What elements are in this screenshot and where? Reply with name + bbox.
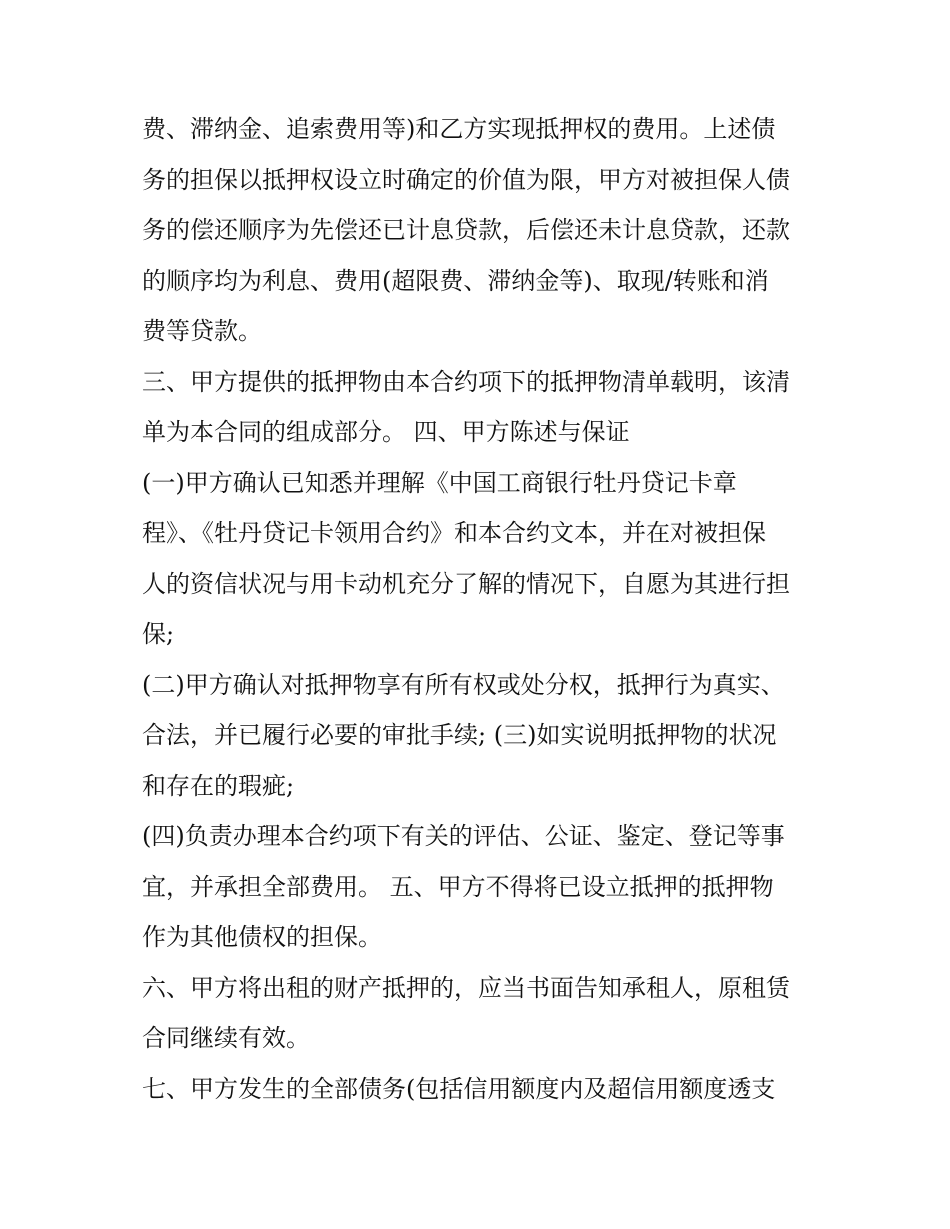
text-line: 费等贷款。 <box>142 317 262 345</box>
text-line: 的顺序均为利息、费用(超限费、滞纳金等)、取现/转账和消 <box>142 266 769 295</box>
text-line: 人的资信状况与用卡动机充分了解的情况下，自愿为其进行担 <box>142 569 790 598</box>
text-line: 务的担保以抵押权设立时确定的价值为限，甲方对被担保人债 <box>142 165 790 194</box>
text-line: 保; <box>142 620 175 648</box>
document-body <box>142 104 822 1114</box>
text-line: (四)负责办理本合约项下有关的评估、公证、鉴定、登记等事 <box>142 822 785 850</box>
text-line: 务的偿还顺序为先偿还已计息贷款，后偿还未计息贷款，还款 <box>142 216 790 244</box>
text-line: 宜，并承担全部费用。 五、甲方不得将已设立抵押的抵押物 <box>142 872 774 901</box>
text-line: 费、滞纳金、追索费用等)和乙方实现抵押权的费用。上述债 <box>142 115 776 143</box>
text-line: 七、甲方发生的全部债务(包括信用额度内及超信用额度透支 <box>142 1074 776 1103</box>
text-line: 三、甲方提供的抵押物由本合约项下的抵押物清单载明，该清 <box>142 367 790 396</box>
text-line: 合法，并已履行必要的审批手续; (三)如实说明抵押物的状况 <box>142 721 777 749</box>
text-line: 单为本合同的组成部分。 四、甲方陈述与保证 <box>142 418 630 446</box>
text-line: 作为其他债权的担保。 <box>142 923 382 951</box>
text-line: (一)甲方确认已知悉并理解《中国工商银行牡丹贷记卡章 <box>142 468 737 497</box>
text-line: (二)甲方确认对抵押物享有所有权或处分权，抵押行为真实、 <box>142 670 785 699</box>
text-line: 和存在的瑕疵; <box>142 771 295 800</box>
text-line: 程》、《牡丹贷记卡领用合约》和本合约文本，并在对被担保 <box>142 519 766 547</box>
text-line: 合同继续有效。 <box>142 1024 310 1052</box>
text-line: 六、甲方将出租的财产抵押的，应当书面告知承租人，原租赁 <box>142 973 790 1002</box>
